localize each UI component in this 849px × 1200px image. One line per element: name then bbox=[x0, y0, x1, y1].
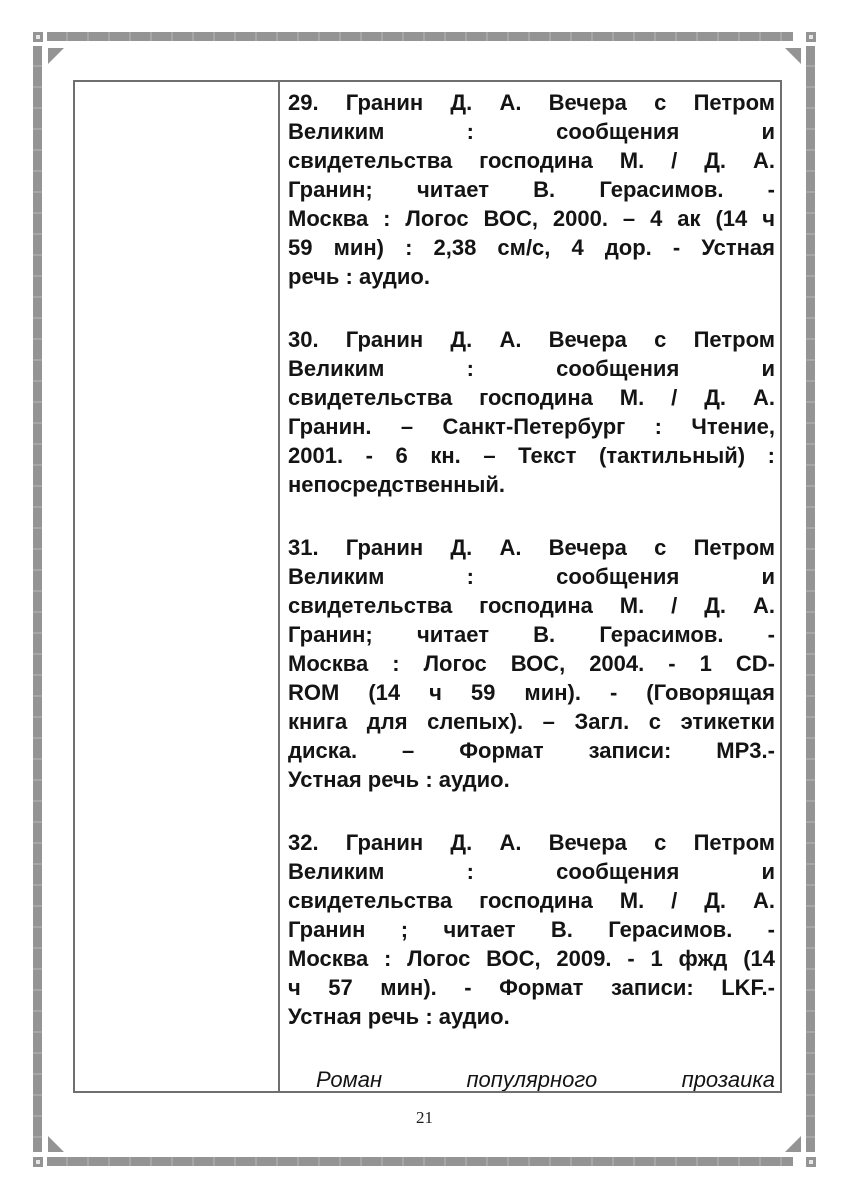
entry-line: речь : аудио. bbox=[288, 264, 430, 289]
entry-line: 32. Гранин Д. А. Вечера с Петром bbox=[288, 830, 775, 855]
entry-line: Москва : Логос ВОС, 2009. - 1 фжд (14 bbox=[288, 946, 775, 971]
border-corner-triangle-bottom-left bbox=[48, 1136, 64, 1152]
border-corner-triangle-bottom-right bbox=[785, 1136, 801, 1152]
bibliography-entry bbox=[288, 533, 775, 794]
entry-line: 2001. - 6 кн. – Текст (тактильный) : bbox=[288, 443, 775, 468]
entry-line: свидетельства господина М. / Д. А. bbox=[288, 593, 775, 618]
entry-line: 29. Гранин Д. А. Вечера с Петром bbox=[288, 90, 775, 115]
border-corner-square-top-left bbox=[33, 32, 43, 42]
entry-line: Москва : Логос ВОС, 2000. – 4 ак (14 ч bbox=[288, 206, 775, 231]
page-number: 21 bbox=[416, 1108, 433, 1127]
border-corner-square-top-right bbox=[806, 32, 816, 42]
entry-line: 59 мин) : 2,38 см/с, 4 дор. - Устная bbox=[288, 235, 775, 260]
border-top-bar bbox=[47, 32, 793, 41]
border-corner-square-bottom-right bbox=[806, 1157, 816, 1167]
border-right-bar bbox=[806, 46, 815, 1152]
entry-line: Москва : Логос ВОС, 2004. - 1 CD- bbox=[288, 651, 775, 676]
entry-line: непосредственный. bbox=[288, 472, 506, 497]
entry-line: свидетельства господина М. / Д. А. bbox=[288, 888, 775, 913]
entry-line: Великим : сообщения и bbox=[288, 119, 775, 144]
entry-line: Великим : сообщения и bbox=[288, 564, 775, 589]
bibliography-entry bbox=[288, 325, 775, 499]
entry-line: 31. Гранин Д. А. Вечера с Петром bbox=[288, 535, 775, 560]
entry-line: ROM (14 ч 59 мин). - (Говорящая bbox=[288, 680, 775, 705]
border-bottom-bar bbox=[47, 1157, 793, 1166]
entry-line: Устная речь : аудио. bbox=[288, 1004, 510, 1029]
entry-line: книга для слепых). – Загл. с этикетки bbox=[288, 709, 775, 734]
entry-line: Великим : сообщения и bbox=[288, 859, 775, 884]
bibliography-entries bbox=[280, 82, 780, 1091]
entry-line: Великим : сообщения и bbox=[288, 356, 775, 381]
border-corner-triangle-top-left bbox=[48, 48, 64, 64]
annotation-paragraph bbox=[288, 1065, 775, 1091]
bibliography-table bbox=[73, 80, 782, 1093]
table-left-column-cell bbox=[75, 82, 280, 1091]
entry-line: свидетельства господина М. / Д. А. bbox=[288, 148, 775, 173]
entry-line: свидетельства господина М. / Д. А. bbox=[288, 385, 775, 410]
entry-line: Гранин; читает В. Герасимов. - bbox=[288, 177, 775, 202]
entry-line: 30. Гранин Д. А. Вечера с Петром bbox=[288, 327, 775, 352]
bibliography-entry bbox=[288, 88, 775, 291]
entry-line: ч 57 мин). - Формат записи: LKF.- bbox=[288, 975, 775, 1000]
entry-line: Гранин. – Санкт-Петербург : Чтение, bbox=[288, 414, 775, 439]
border-left-bar bbox=[33, 46, 42, 1152]
border-corner-triangle-top-right bbox=[785, 48, 801, 64]
entry-line: Гранин; читает В. Герасимов. - bbox=[288, 622, 775, 647]
bibliography-entry bbox=[288, 828, 775, 1031]
entry-line: Роман популярного прозаика bbox=[316, 1067, 775, 1091]
entry-line: Гранин ; читает В. Герасимов. - bbox=[288, 917, 775, 942]
entry-line: диска. – Формат записи: MP3.- bbox=[288, 738, 775, 763]
border-corner-square-bottom-left bbox=[33, 1157, 43, 1167]
entry-line: Устная речь : аудио. bbox=[288, 767, 510, 792]
